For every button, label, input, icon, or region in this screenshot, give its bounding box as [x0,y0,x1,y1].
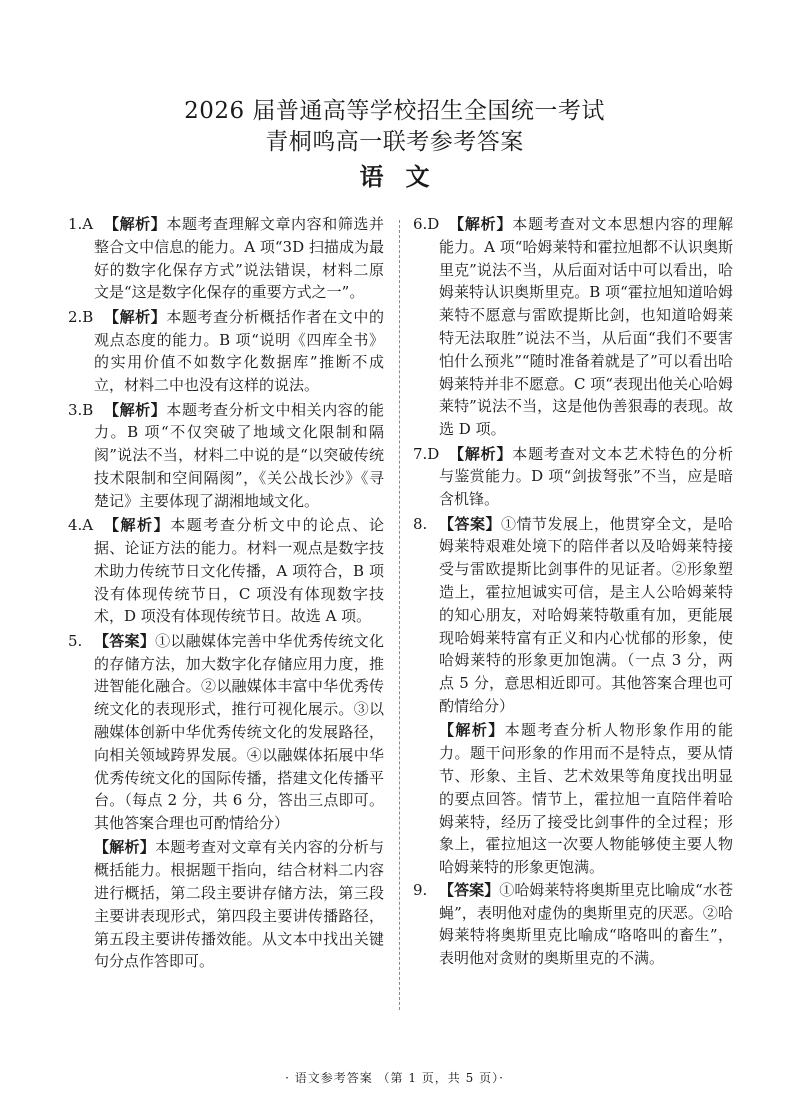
right-column [413,213,733,972]
item-number: 5. [68,631,83,650]
analysis-label: 【解析】 [104,516,171,535]
analysis-label: 【解析】 [104,215,167,233]
item-text: 本题考查分析文中的论点、论据、论证方法的能力。材料一观点是数字技术助力传统节日文化传播，A 项符合，B 项没有体现传统节日，C 项没有体现数字技术，D 项没有体现传统节日。故选 A 项。 [94,516,384,626]
item-number: 2.B [68,307,94,326]
analysis-label: 【解析】 [94,838,156,857]
exam-subtitle: 青桐鸣高一联考参考答案 [265,129,524,155]
answer-item-5-analysis [94,836,384,973]
answer-item-8 [413,513,733,718]
subject-title: 语文 [359,162,452,191]
answer-item-6 [413,213,733,441]
item-number: 7.D [413,444,440,463]
left-column [68,213,384,973]
answer-item-2 [68,306,384,397]
answer-label: 【答案】 [94,631,156,650]
item-text: 本题考查对文本艺术特色的分析与鉴赏能力。D 项“剑拔弩张”不当，应是暗含机锋。 [439,444,733,509]
answer-item-4 [68,514,384,628]
item-number: 9. [413,880,428,899]
item-text: 本题考查分析概括作者在文中的观点态度的能力。B 项“说明《四库全书》的实用价值不如数字化数据库”推断不成立，材料二中也没有这样的说法。 [94,307,384,395]
item-number: 6.D [413,215,440,233]
item-text: 本题考查理解文章内容和筛选并整合文中信息的能力。A 项“3D 扫描成为最好的数字化保存方式”说法错误，材料二原文是“这是数字化保存的重要方式之一”。 [94,215,384,302]
item-number: 1.A [68,215,94,233]
analysis-label: 【解析】 [104,400,167,419]
page-footer: · 语文参考答案 （第 1 页，共 5 页）· [285,1071,504,1085]
answer-item-7 [413,443,733,511]
item-text: 本题考查分析文中相关内容的能力。B 项“不仅突破了地域文化限制和隔阂”说法不当，材料二中说的是“以突破传统技术限制和空间隔阂”，《关公战长沙》《寻楚记》主要体现了湖湘地域文化。 [94,400,384,510]
analysis-label: 【解析】 [104,307,167,326]
exam-title: 2026 届普通高等学校招生全国统一考试 [184,98,605,124]
item-answer-text: ①哈姆莱特将奥斯里克比喻成“水苍蝇”，表明他对虚伪的奥斯里克的厌恶。②哈姆莱特将奥斯里克比喻成“咯咯叫的畜生”，表明他对贪财的奥斯里克的不满。 [439,880,733,968]
answer-item-5 [68,630,384,835]
item-number: 4.A [68,516,94,535]
item-number: 3.B [68,400,94,419]
column-divider [399,220,400,1010]
item-analysis-text: 本题考查对文章有关内容的分析与概括能力。根据题干指向，结合材料二内容进行概括，第二段主要讲存储方法，第三段主要讲表现形式，第四段主要讲传播路径，第五段主要讲传播效能。从文本中找出关键句分点作答即可。 [94,838,384,971]
answer-item-9 [413,879,733,970]
answer-label: 【答案】 [439,880,500,899]
item-text: 本题考查对文本思想内容的理解能力。A 项“哈姆莱特和霍拉旭都不认识奥斯里克”说法不当，从后面对话中可以看出，哈姆莱特认识奥斯里克。B 项“霍拉旭知道哈姆莱特不愿意与雷欧提斯比剑，也知道哈姆莱特无法取胜”说法不当，从后面“我们不要害怕什么预兆”“随时准备着就是了”可以看出哈姆莱特并非不愿意。C 项“表现出他关心哈姆莱特”说法不当，这是他伪善狠毒的表现。故选 D 项。 [439,215,733,439]
analysis-label: 【解析】 [449,444,513,463]
item-answer-text: ①情节发展上，他贯穿全文，是哈姆莱特艰难处境下的陪伴者以及哈姆莱特接受与雷欧提斯比剑事件的见证者。②形象塑造上，霍拉旭诚实可信，是主人公哈姆莱特的知心朋友，对哈姆莱特敬重有加，更能展现哈姆莱特富有正义和内心忧郁的形象，使哈姆莱特的形象更加饱满。（一点 3 分，两点 5 分，意思相近即可。其他答案合理也可酌情给分） [439,514,733,715]
item-number: 8. [413,514,428,533]
item-answer-text: ①以融媒体完善中华优秀传统文化的存储方法，加大数字化存储应用力度，推进智能化融合。②以融媒体丰富中华优秀传统文化的表现形式，推行可视化展示。③以融媒体创新中华优秀传统文化的发展路径，向相关领域跨界发展。④以融媒体拓展中华优秀传统文化的国际传播，搭建文化传播平台。（每点 2 分，共 6 分，答出三点即可。其他答案合理也可酌情给分） [94,631,384,833]
answer-label: 【答案】 [439,514,501,533]
item-analysis-text: 本题考查分析人物形象作用的能力。题干问形象的作用而不是特点，要从情节、形象、主旨、艺术效果等角度找出明显的要点回答。情节上，霍拉旭一直陪伴着哈姆莱特，经历了接受比剑事件的全过程；形象上，霍拉旭这一次要人物能够使主要人物哈姆莱特的形象更饱满。 [439,721,733,877]
answer-item-1 [68,213,384,304]
analysis-label: 【解析】 [449,215,513,233]
answer-item-8-analysis [439,719,733,879]
analysis-label: 【解析】 [439,721,505,740]
answer-item-3 [68,399,384,513]
